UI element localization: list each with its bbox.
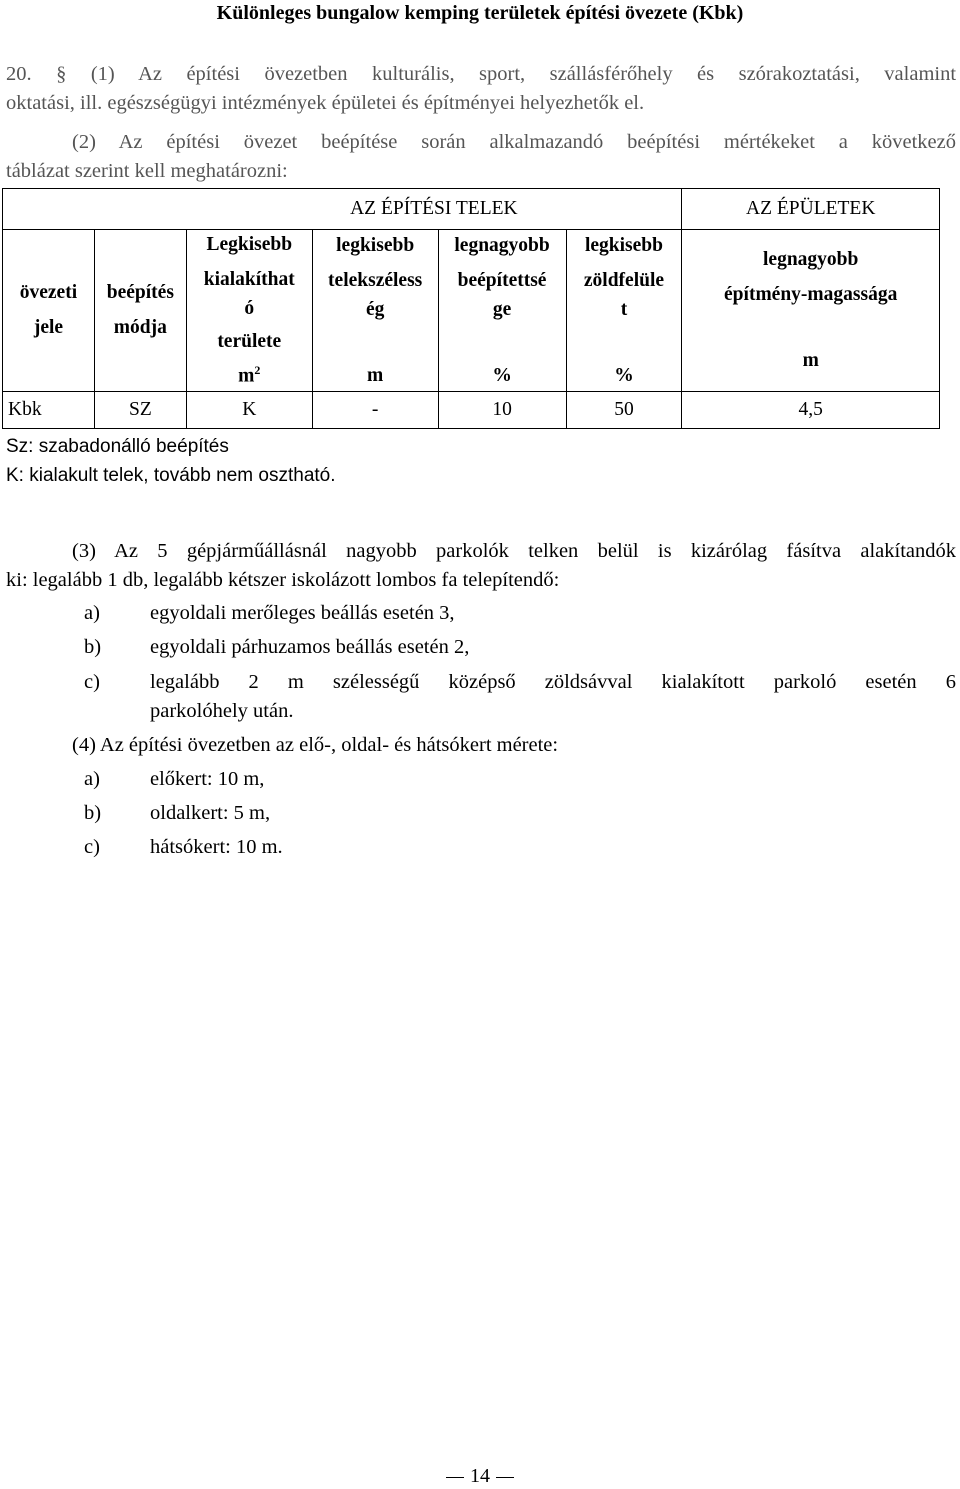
col-header-ovezeti: övezeti jele [3,230,95,392]
col-header-szelesseg: legkisebb telekszéless ég m [312,230,438,392]
paragraph-2-line-1: (2) Az építési övezet beépítése során alkalmazandó beépítési mértékeket a következő [72,131,956,153]
unit-szelesseg: m [367,364,384,386]
cell-terulet: K [186,391,312,428]
list-item: b) oldalkert: 5 m, [84,802,271,824]
paragraph-1-line-1: (1) Az építési övezetben kulturális, sport, szállásférőhely és szórakoztatási, valamint [90,63,957,85]
note-k: K: kialakult telek, tovább nem osztható. [6,465,336,486]
section-number: 20. [6,63,32,85]
page-number: 14 [0,1463,960,1489]
paragraph-3 [6,537,956,595]
paragraph-2-line-2: táblázat szerint kell meghatározni: [6,160,288,182]
paragraph-3-line-1: (3) Az 5 gépjárműállásnál nagyobb parkolók telken belül is kizárólag fásítva alakítandók [72,540,956,562]
col-header-beepites: beépítés módja [94,230,186,392]
paragraph-2 [6,128,956,186]
list-item: a) előkert: 10 m, [84,768,265,790]
unit-zoldfelulet: % [614,364,634,386]
paragraph-1-line-2: oktatási, ill. egészségügyi intézmények épületei és építményei helyezhetők el. [6,92,645,114]
paragraph-4-line-1: (4) Az építési övezetben az elő-, oldal- és hátsókert mérete: [72,734,559,756]
cell-jele: Kbk [3,391,95,428]
group-header-telek: AZ ÉPÍTÉSI TELEK [186,189,682,230]
col-header-beepitettseg: legnagyobb beépítettsé ge % [438,230,566,392]
table-row [3,391,940,428]
col-header-terulet: Legkisebb kialakíthat ó területe $m^2$ [186,230,312,392]
cell-beepitettseg: 10 [438,391,566,428]
col-header-zoldfelulet: legkisebb zöldfelüle t % [566,230,682,392]
group-header-epuletek: AZ ÉPÜLETEK [682,189,940,230]
cell-magassag: 4,5 [682,391,940,428]
list-item: c) hátsókert: 10 m. [84,836,283,858]
list-item: b) egyoldali párhuzamos beállás esetén 2, [84,636,470,658]
paragraph-4 [6,731,956,760]
section-sign: § [56,63,67,85]
cell-zoldfelulet: 50 [566,391,682,428]
unit-terulet: $m^2$ [238,363,261,387]
note-sz: Sz: szabadonálló beépítés [6,436,229,457]
table-notes [6,432,336,490]
cell-mod: SZ [94,391,186,428]
unit-magassag: m [802,350,819,372]
list-item: a) egyoldali merőleges beállás esetén 3, [84,602,455,624]
cell-szelesseg: - [312,391,438,428]
table-column-header [3,230,940,392]
list-item: c) legalább 2 m szélességű középső zöldsávval kialakított parkoló esetén 6 parkolóhely után. [84,671,956,722]
table-group-header [3,189,940,230]
col-header-magassag: legnagyobb építmény-magassága m [682,230,940,392]
page-title: Különleges bungalow kemping területek építési övezete (Kbk) [216,2,744,24]
unit-beepitettseg: % [492,364,512,386]
regulation-table [2,188,940,429]
paragraph-1 [6,60,956,118]
paragraph-3-line-2: ki: legalább 1 db, legalább kétszer iskolázott lombos fa telepítendő: [6,569,560,591]
